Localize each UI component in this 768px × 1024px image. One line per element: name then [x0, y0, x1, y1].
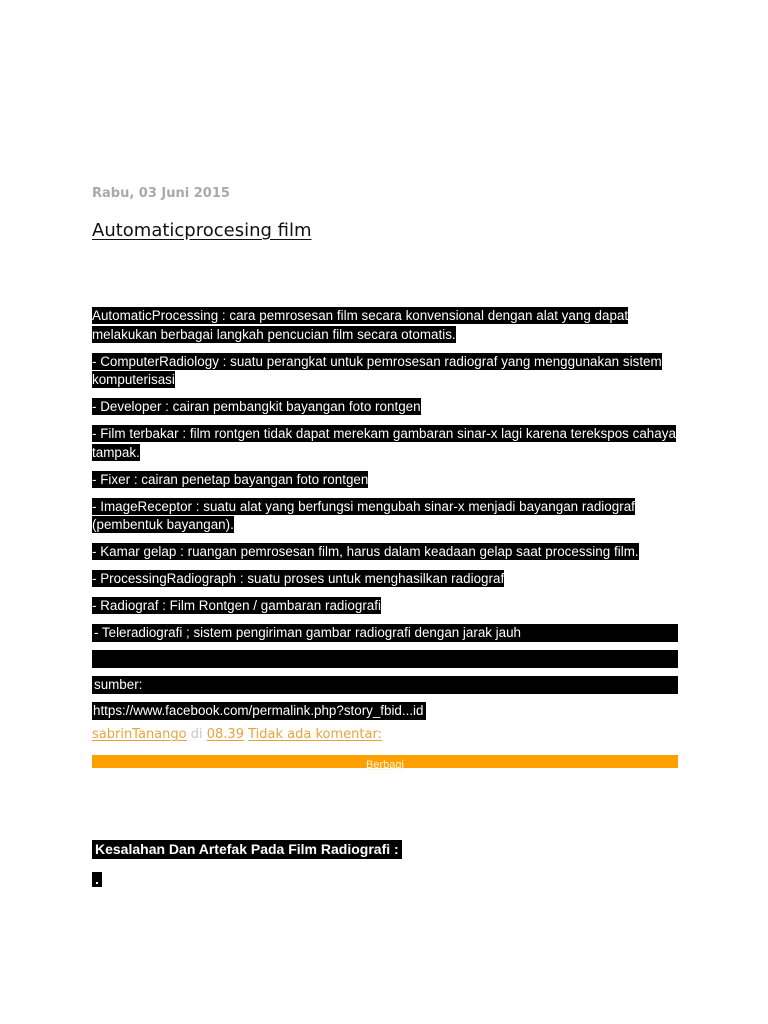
definition-item	[92, 597, 678, 616]
source-url-row	[92, 702, 678, 720]
definition-text: - ImageReceptor : suatu alat yang berfungsi mengubah sinar-x menjadi bayangan radiograf (pembentuk bayangan).	[92, 498, 635, 532]
bullet-marker	[92, 872, 102, 887]
bullet-dot	[96, 882, 98, 884]
at-text: di	[190, 727, 203, 742]
author-link[interactable]: sabrinTanango	[92, 727, 187, 742]
next-section-title: Kesalahan Dan Artefak Pada Film Radiografi :	[92, 840, 402, 859]
definition-item	[92, 570, 678, 589]
source-url: https://www.facebook.com/permalink.php?story_fbid...id	[92, 702, 426, 720]
post-body	[92, 307, 678, 720]
definition-text: - ProcessingRadiograph : suatu proses untuk menghasilkan radiograf	[92, 571, 505, 586]
teleradiografi-line: - Teleradiografi ; sistem pengiriman gambar radiografi dengan jarak jauh	[92, 624, 678, 642]
definition-text: - Kamar gelap : ruangan pemrosesan film, harus dalam keadaan gelap saat processing film.	[92, 544, 639, 559]
comments-link[interactable]: Tidak ada komentar:	[248, 727, 382, 742]
share-link[interactable]: Berbagi	[366, 759, 404, 771]
definition-text: - Developer : cairan pembangkit bayangan foto rontgen	[92, 399, 421, 414]
post-footer	[92, 727, 382, 742]
definition-text: - Film terbakar : film rontgen tidak dapat merekam gambaran sinar-x lagi karena terekspos cahaya tampak.	[92, 426, 676, 460]
definition-text: - Radiograf : Film Rontgen / gambaran radiografi	[92, 598, 381, 613]
post-title[interactable]: Automaticprocesing film	[92, 220, 312, 241]
definition-item	[92, 425, 678, 462]
source-label: sumber:	[92, 676, 678, 694]
share-bar	[92, 755, 678, 771]
definition-item	[92, 353, 678, 390]
timestamp-link[interactable]: 08.39	[206, 727, 244, 742]
empty-line	[92, 650, 678, 668]
definition-item	[92, 471, 678, 490]
post-date: Rabu, 03 Juni 2015	[92, 186, 230, 201]
definition-text: - Fixer : cairan penetap bayangan foto rontgen	[92, 471, 369, 487]
definition-text: AutomaticProcessing : cara pemrosesan film secara konvensional dengan alat yang dapat melakukan berbagai langkah pencucian film secara otomatis.	[92, 308, 629, 342]
definition-item	[92, 498, 678, 535]
definition-text: - ComputerRadiology : suatu perangkat untuk pemrosesan radiograf yang menggunakan sistem komputerisasi	[92, 353, 662, 387]
definition-item	[92, 543, 678, 562]
definition-item	[92, 307, 678, 344]
definition-item	[92, 398, 678, 417]
